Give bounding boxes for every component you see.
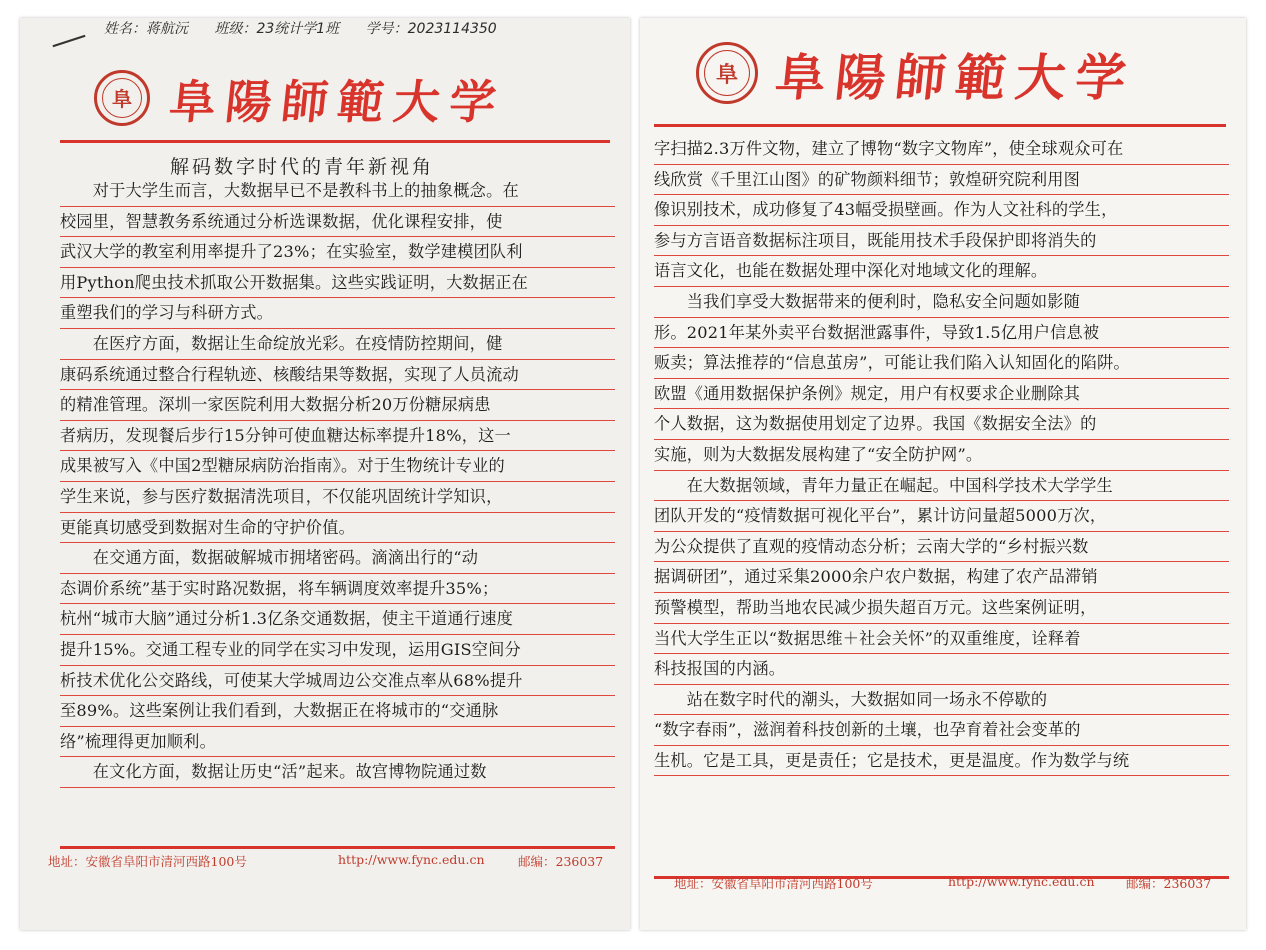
text-line: 者病历，发现餐后步行15分钟可使血糖达标率提升18%，这一 xyxy=(60,421,615,452)
text-line: 成果被写入《中国2型糖尿病防治指南》。对于生物统计专业的 xyxy=(60,451,615,482)
student-id: 学号：2023114350 xyxy=(365,21,497,37)
text-line: 析技术优化公交路线，可使某大学城周边公交准点率从68%提升 xyxy=(60,666,615,697)
essay-title: 解码数字时代的青年新视角 xyxy=(170,156,435,178)
text-line: 至89%。这些案例让我们看到，大数据正在将城市的“交通脉 xyxy=(60,696,615,727)
footer-postcode: 邮编：236037 xyxy=(518,854,604,869)
text-line: 重塑我们的学习与科研方式。 xyxy=(60,298,615,329)
text-line: 学生来说，参与医疗数据清洗项目，不仅能巩固统计学知识， xyxy=(60,482,615,513)
text-line: 武汉大学的教室利用率提升了23%；在实验室，数学建模团队利 xyxy=(60,237,615,268)
text-line: 当代大学生正以“数据思维＋社会关怀”的双重维度，诠释着 xyxy=(654,624,1229,655)
footer-address: 地址：安徽省阜阳市清河西路100号 xyxy=(674,876,873,891)
footer-url: http://www.fync.edu.cn xyxy=(948,874,1095,889)
text-line: 更能真切感受到数据对生命的守护价值。 xyxy=(60,513,615,544)
text-line: 贩卖；算法推荐的“信息茧房”，可能让我们陷入认知固化的陷阱。 xyxy=(654,348,1229,379)
student-name: 姓名：蒋航沅 xyxy=(104,21,188,37)
text-line: 提升15%。交通工程专业的同学在实习中发现，运用GIS空间分 xyxy=(60,635,615,666)
text-line: 为公众提供了直观的疫情动态分析；云南大学的“乡村振兴数 xyxy=(654,532,1229,563)
text-line: 在医疗方面，数据让生命绽放光彩。在疫情防控期间，健 xyxy=(60,329,615,360)
footer-postcode: 邮编：236037 xyxy=(1126,876,1212,891)
letterhead-rule xyxy=(60,140,610,143)
text-line: 据调研团”，通过采集2000余户农户数据，构建了农产品滞销 xyxy=(654,562,1229,593)
text-line: 生机。它是工具，更是责任；它是技术，更是温度。作为数学与统 xyxy=(654,746,1229,777)
text-line: 络”梳理得更加顺利。 xyxy=(60,727,615,758)
text-line: 团队开发的“疫情数据可视化平台”，累计访问量超5000万次， xyxy=(654,501,1229,532)
text-line: 形。2021年某外卖平台数据泄露事件，导致1.5亿用户信息被 xyxy=(654,318,1229,349)
text-line: “数字春雨”，滋润着科技创新的土壤，也孕育着社会变革的 xyxy=(654,715,1229,746)
text-line: 欧盟《通用数据保护条例》规定，用户有权要求企业删除其 xyxy=(654,379,1229,410)
footer-url: http://www.fync.edu.cn xyxy=(338,852,485,867)
student-class: 班级：23统计学1班 xyxy=(214,21,340,37)
university-name: 阜陽師範大学 xyxy=(772,48,1139,107)
text-line: 杭州“城市大脑”通过分析1.3亿条交通数据，使主干道通行速度 xyxy=(60,604,615,635)
text-line: 当我们享受大数据带来的便利时，隐私安全问题如影随 xyxy=(654,287,1229,318)
text-line: 在交通方面，数据破解城市拥堵密码。滴滴出行的“动 xyxy=(60,543,615,574)
text-line: 科技报国的内涵。 xyxy=(654,654,1229,685)
footer-rule xyxy=(60,846,615,849)
text-line: 用Python爬虫技术抓取公开数据集。这些实践证明，大数据正在 xyxy=(60,268,615,299)
letterhead-rule xyxy=(654,124,1226,127)
right-page xyxy=(640,18,1246,930)
text-line: 语言文化，也能在数据处理中深化对地域文化的理解。 xyxy=(654,256,1229,287)
text-line: 个人数据，这为数据使用划定了边界。我国《数据安全法》的 xyxy=(654,409,1229,440)
university-name: 阜陽師範大学 xyxy=(166,75,509,129)
text-line: 预警模型，帮助当地农民减少损失超百万元。这些案例证明， xyxy=(654,593,1229,624)
text-line: 在大数据领域，青年力量正在崛起。中国科学技术大学学生 xyxy=(654,471,1229,502)
student-info xyxy=(104,18,519,38)
essay-body-right xyxy=(654,134,1229,776)
text-line: 像识别技术，成功修复了43幅受损壁画。作为人文社科的学生， xyxy=(654,195,1229,226)
text-line: 校园里，智慧教务系统通过分析选课数据，优化课程安排，使 xyxy=(60,207,615,238)
text-line: 对于大学生而言，大数据早已不是教科书上的抽象概念。在 xyxy=(60,176,615,207)
essay-body-left xyxy=(60,176,615,788)
text-line: 的精准管理。深圳一家医院利用大数据分析20万份糖尿病患 xyxy=(60,390,615,421)
text-line: 字扫描2.3万件文物，建立了博物“数字文物库”，使全球观众可在 xyxy=(654,134,1229,165)
text-line: 康码系统通过整合行程轨迹、核酸结果等数据，实现了人员流动 xyxy=(60,360,615,391)
text-line: 站在数字时代的潮头，大数据如同一场永不停歇的 xyxy=(654,685,1229,716)
svg-text:阜: 阜 xyxy=(112,87,132,111)
svg-text:阜: 阜 xyxy=(715,62,739,88)
left-page xyxy=(20,18,630,930)
pen-mark xyxy=(53,35,86,47)
footer-address: 地址：安徽省阜阳市清河西路100号 xyxy=(48,854,247,869)
text-line: 实施，则为大数据发展构建了“安全防护网”。 xyxy=(654,440,1229,471)
text-line: 参与方言语音数据标注项目，既能用技术手段保护即将消失的 xyxy=(654,226,1229,257)
text-line: 在文化方面，数据让历史“活”起来。故宫博物院通过数 xyxy=(60,757,615,788)
text-line: 线欣赏《千里江山图》的矿物颜料细节；敦煌研究院利用图 xyxy=(654,165,1229,196)
text-line: 态调价系统”基于实时路况数据，将车辆调度效率提升35%； xyxy=(60,574,615,605)
university-seal-icon xyxy=(94,70,150,126)
university-seal-icon xyxy=(696,42,758,104)
